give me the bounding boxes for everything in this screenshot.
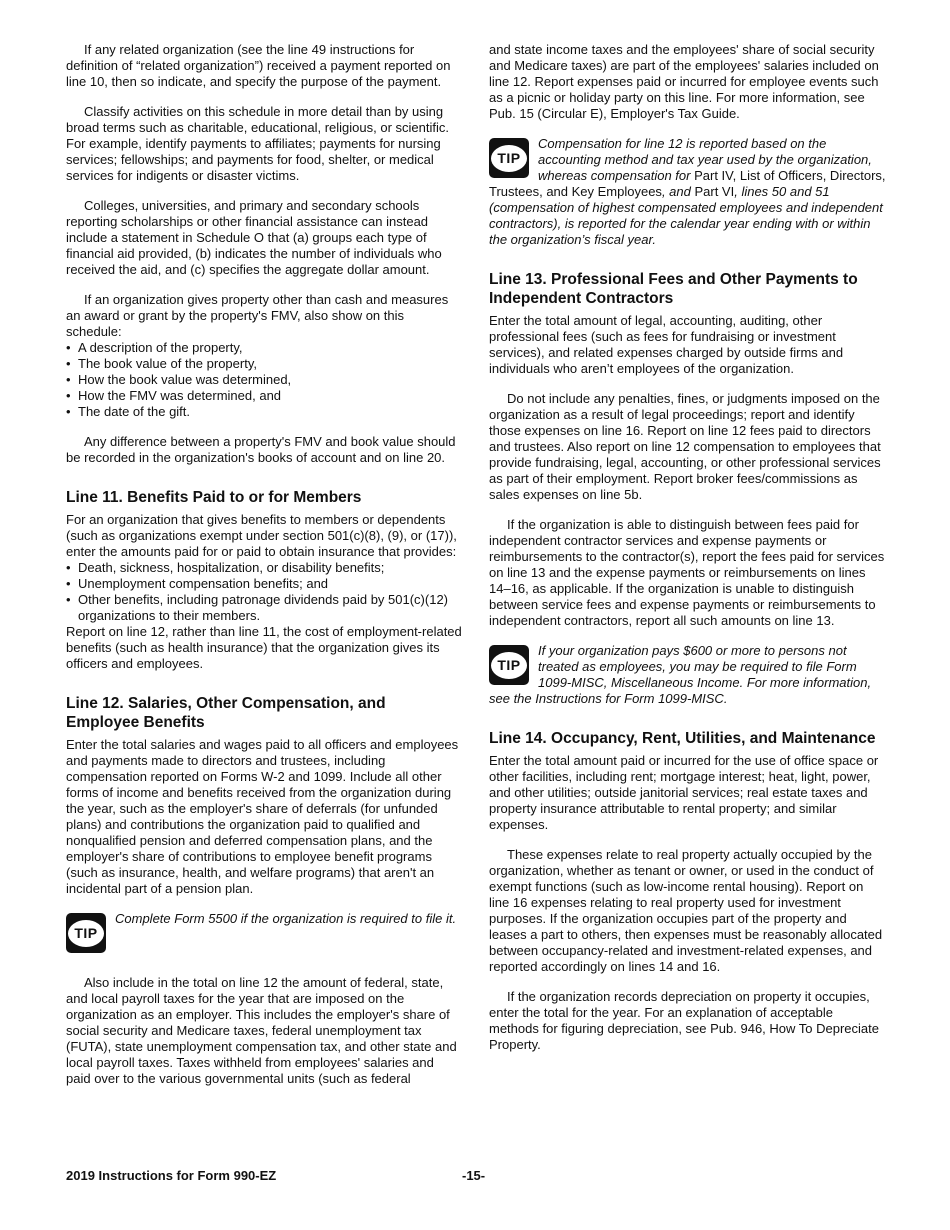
list-item: • Death, sickness, hospitalization, or disability benefits;	[66, 560, 462, 576]
paragraph-line-14-real-property: These expenses relate to real property actually occupied by the organization, whether as tenant or owner, or used in the conduct of exempt functions (such as low-income rental housing). Report on line 16 expenses relating to real property used for investment purposes. If the organization occupies part of the property and leases a part to others, then expenses must be reasonably allocated between occupancy-related and investment-related expenses, and reported accordingly on lines 14 and 16.	[489, 847, 883, 974]
paragraph-line-11-intro: For an organization that gives benefits to members or dependents (such as organizations exempt under section 501(c)(8), (9), or (17)), enter the amounts paid for or paid to obtain insurance that provides:	[66, 512, 457, 559]
tip-box-form-5500	[66, 911, 462, 957]
footer-title: 2019 Instructions for Form 990-EZ	[66, 1168, 277, 1183]
heading-line-13: Line 13. Professional Fees and Other Payments to Independent Contractors	[489, 271, 858, 307]
page-number: -15-	[462, 1168, 486, 1183]
tip-text: , lines 50 and 51 (compensation of highest compensated employees and independent contractors), is reported for the calendar year ending with or within the organization’s fiscal year.	[489, 184, 883, 247]
paragraph-line-13-contractors: If the organization is able to distinguish between fees paid for independent contractor services and expense payments or reimbursements to the contractor(s), report the fees paid for services on line 13 and the expense payments or reimbursements on lines 14–16, as applicable. If the organization is unable to distinguish between service fees and expense payments or reimbursements to independent contractors, report all such amounts on line 13.	[489, 517, 885, 628]
paragraph-classify-activities: Classify activities on this schedule in more detail than by using broad terms such as charitable, educational, religious, or scientific. For example, identify payments to affiliates; payments for nursing services; fellowships; and payments for food, shelter, or medical services for indigents or disaster victims.	[66, 104, 449, 183]
paragraph-related-organization: If any related organization (see the line 49 instructions for definition of “related organization”) received a payment reported on line 10, then so indicate, and specify the purpose of the payment.	[66, 42, 451, 89]
paragraph-colleges: Colleges, universities, and primary and secondary schools reporting scholarships or other financial assistance can instead include a statement in Schedule O that (a) groups each type of financial aid provided, (b) indicates the number of individuals who received the aid, and (c) specifies the aggregate dollar amount.	[66, 198, 442, 277]
tip-box-1099-misc	[489, 643, 886, 707]
paragraph-line-13-penalties: Do not include any penalties, fines, or judgments imposed on the organization as a result of legal proceedings; report and identify those expenses on line 16. Report on line 12 fees paid to directors and trustees. Also report on line 12 compensation to employees that provide fundraising, legal, accounting, or other professional services as part of their employment. Report broker fees/commissions as sales expenses on line 5b.	[489, 391, 881, 502]
list-item: • The book value of the property,	[66, 356, 462, 372]
paragraph-line-11-report: Report on line 12, rather than line 11, the cost of employment-related benefits (such as health insurance) that the organization gives its officers and employees.	[66, 624, 462, 671]
heading-line-11: Line 11. Benefits Paid to or for Members	[66, 489, 362, 506]
tip-text: Complete Form 5500 if the organization is required to file it.	[115, 911, 457, 926]
list-item: • Unemployment compensation benefits; and	[66, 576, 462, 592]
heading-line-12: Line 12. Salaries, Other Compensation, and Employee Benefits	[66, 695, 386, 731]
right-column	[489, 42, 886, 1067]
tip-text-part-iv: Part IV, List of Officers, Directors, Trustees, and Key Employees	[489, 168, 886, 199]
property-list	[66, 340, 462, 420]
list-item: • A description of the property,	[66, 340, 462, 356]
tip-text: If your organization pays $600 or more to persons not treated as employees, you may be required to file Form 1099-MISC, Miscellaneous Income. For more information, see the Instructions for Form 1099-MISC.	[489, 643, 872, 706]
paragraph-property-fmv: If an organization gives property other than cash and measures an award or grant by the property's FMV, also show on this schedule:	[66, 292, 449, 339]
tip-icon: TIP	[66, 913, 106, 953]
paragraph-line-14-depreciation: If the organization records depreciation on property it occupies, enter the total for the year. For an explanation of acceptable methods for figuring depreciation, see Pub. 946, How To Depreciate Property.	[489, 989, 879, 1052]
paragraph-payroll-taxes: Also include in the total on line 12 the amount of federal, state, and local payroll taxes for the year that are imposed on the organization as an employer. This includes the employer's share of social security and Medicare taxes, federal unemployment tax (FUTA), state unemployment compensation tax, and other state and local payroll taxes. Taxes withheld from employees' salaries and paid over to the various governmental units (such as federal	[66, 975, 457, 1086]
heading-line-14: Line 14. Occupancy, Rent, Utilities, and Maintenance	[489, 730, 876, 747]
tip-box-compensation	[489, 136, 886, 248]
page-footer	[66, 1168, 886, 1186]
paragraph-line-13-fees: Enter the total amount of legal, accounting, auditing, other professional fees (such as fees for fundraising or investment services), and related expenses charged by outside firms and individuals who aren’t employees of the organization.	[489, 313, 844, 376]
tip-icon: TIP	[489, 645, 529, 685]
list-item: • How the book value was determined,	[66, 372, 462, 388]
tip-text-part-vi: Part VI	[694, 184, 735, 199]
paragraph-line-12-continued: and state income taxes and the employees' share of social security and Medicare taxes) are part of the employees' salaries included on line 12. Report expenses paid or incurred for employee events such as a picnic or holiday party on this line. For more information, see Pub. 15 (Circular E), Employer's Tax Guide.	[489, 42, 879, 121]
paragraph-line-14-occupancy: Enter the total amount paid or incurred for the use of office space or other facilities, including rent; mortgage interest; heat, light, power, and other utilities; outside janitorial services; real estate taxes and property insurance attributable to rental property; and similar expenses.	[489, 753, 879, 832]
left-column	[66, 42, 462, 1101]
tip-text: Compensation for line 12 is reported based on the accounting method and tax year used by the organization, whereas compensation for	[538, 136, 872, 183]
benefits-list	[66, 560, 462, 624]
list-item: • The date of the gift.	[66, 404, 462, 420]
list-item: • How the FMV was determined, and	[66, 388, 462, 404]
list-item: • Other benefits, including patronage dividends paid by 501(c)(12) organizations to their members.	[66, 592, 462, 624]
tip-icon: TIP	[489, 138, 529, 178]
paragraph-fmv-difference: Any difference between a property's FMV and book value should be recorded in the organization's books of account and on line 20.	[66, 434, 456, 465]
paragraph-line-12-salaries: Enter the total salaries and wages paid to all officers and employees and payments made to directors and trustees, including compensation reported on Forms W-2 and 1099. Include all other forms of income and benefits received from the organization during the year, such as the employer's share of deferrals (for unfunded plans) and contributions the organization paid to qualified and nonqualified pension and deferred compensation plans, and the employer's share of contributions to employee benefit programs (such as insurance, health, and welfare programs) that aren't an incidental part of a pension plan.	[66, 737, 459, 896]
tip-text: , and	[661, 184, 695, 199]
